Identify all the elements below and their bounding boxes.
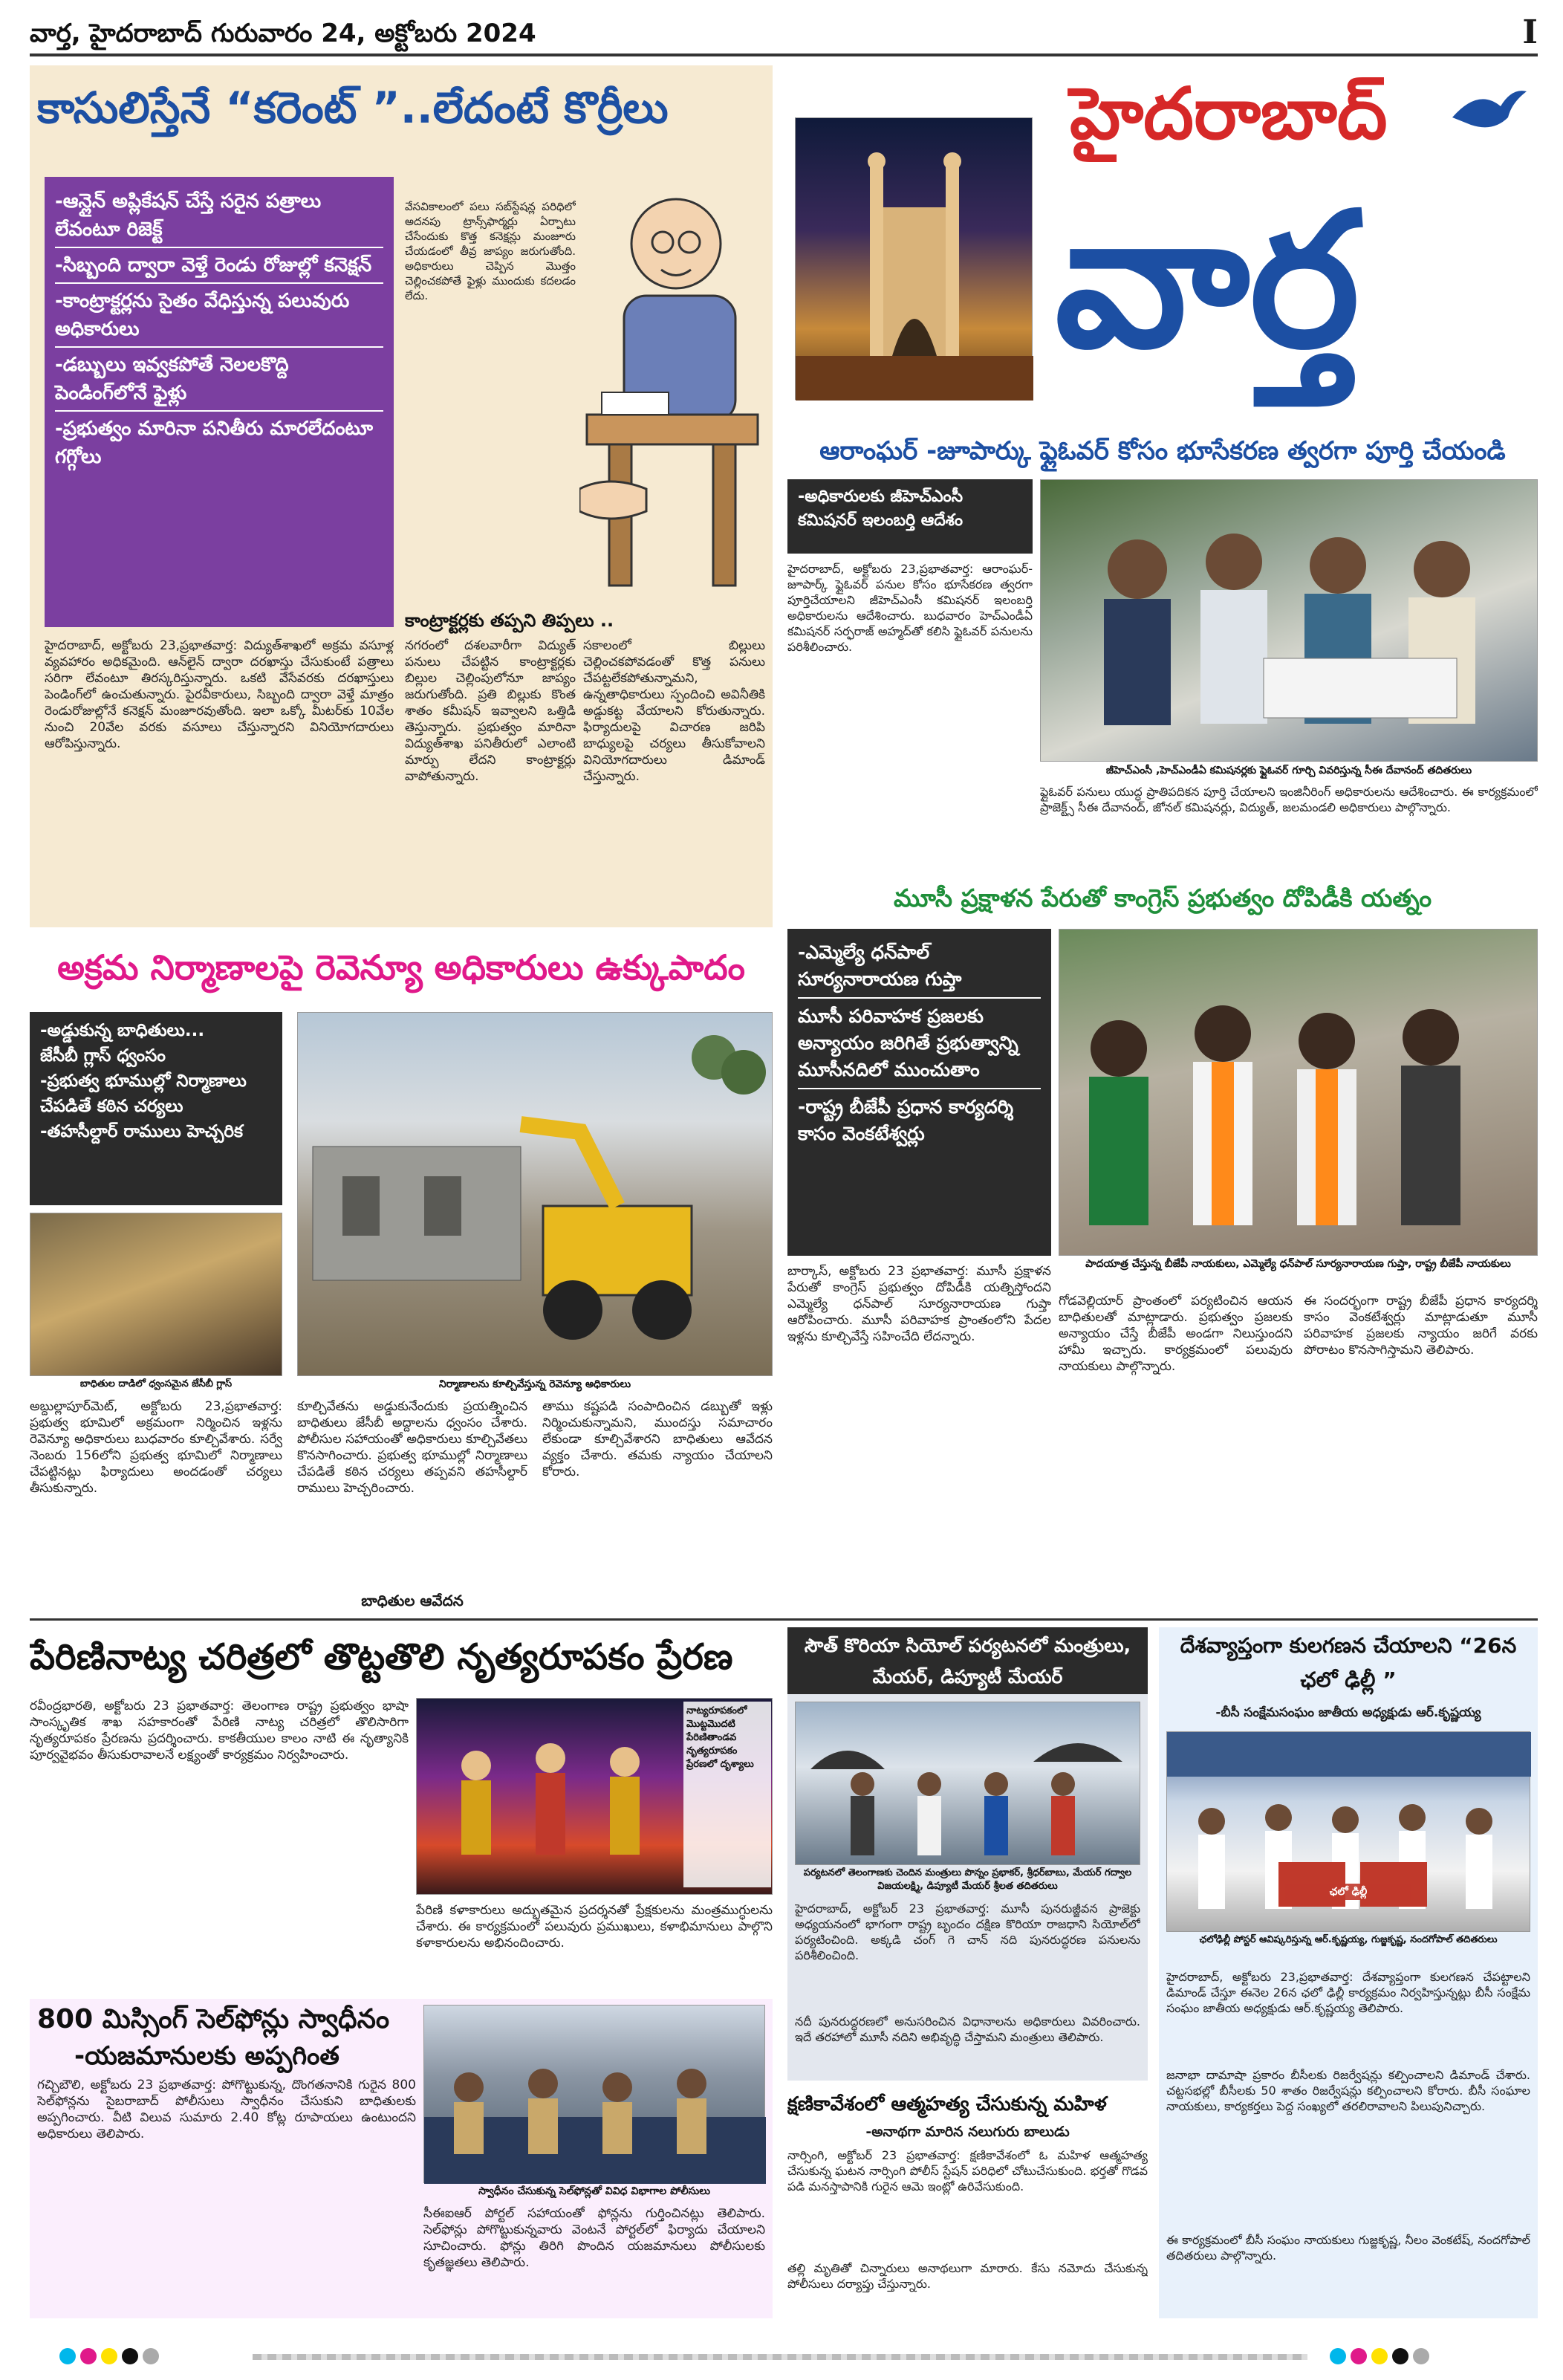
page-number: I <box>1522 13 1538 51</box>
story-power-headline: కాసులిస్తేనే “కరెంట్ ”..లేదంటే కొర్రీలు <box>37 82 669 133</box>
page-dateline: వార్త, హైదరాబాద్ గురువారం 24, అక్టోబరు 2024 <box>30 19 536 48</box>
registration-marks-left <box>59 2348 238 2366</box>
story-power-bribe <box>30 65 773 927</box>
cyan-dot-icon <box>59 2348 76 2364</box>
grey-dot-icon <box>143 2348 159 2364</box>
demolition-box-line: -అడ్డుకున్న బాధితులు... <box>40 1021 205 1040</box>
charminar-photo <box>795 117 1033 400</box>
demolition-box-line: -ప్రభుత్వ భూముల్లో నిర్మాణాలు చేపడితే కఠిన చర్యలు <box>40 1071 247 1116</box>
story-phones-subhead: -యజమానులకు అప్పగింత <box>74 2041 339 2071</box>
story-census-subhead: -బీసీ సంక్షేమసంఘం జాతీయ అధ్యక్షుడు ఆర్.కృష్ణయ్య <box>1215 1705 1481 1720</box>
brand-title: వార్త <box>1055 172 1360 389</box>
story-flyover-box: -అధికారులకు జీహెచ్‌ఎంసీ కమిషనర్ ఇలంబర్తి ఆదేశం <box>787 479 1033 554</box>
mid-rule <box>30 1618 1538 1621</box>
story-power-body-top: వేసవికాలంలో పలు సబ్‌స్టేషన్ల పరిధిలో అదనపు ట్రాన్స్‌ఫార్మర్లు ఏర్పాటు చేసేందుకు కొత్త కనెక్షన్లు మంజూరు చేయడంలో తీవ్ర జాప్యం జరుగుతోంది. అధికారులు చెప్పిన మొత్తం చెల్లించకపోతే ఫైళ్లు ముందుకు కదలడం లేదు. <box>405 200 576 302</box>
story-demolition-body-3: తాము కష్టపడి సంపాదించిన డబ్బుతో ఇళ్లు నిర్మించుకున్నామని, ముందస్తు సమాచారం లేకుండా కూల్చివేశారని బాధితులు ఆవేదన వ్యక్తం చేశారు. తమకు న్యాయం చేయాలని కోరారు. <box>542 1399 773 1479</box>
story-seoul <box>787 1627 1148 2081</box>
story-demolition-box <box>30 1012 282 1205</box>
brand-city: హైదరాబాద్ <box>1070 72 1388 155</box>
story-suicide-body-2: తల్లి మృతితో చిన్నారులు అనాథలుగా మారారు. కేసు నమోదు చేసుకున్న పోలీసులు దర్యాప్తు చేస్తున్నారు. <box>787 2261 1148 2291</box>
perini-photo-caption: నాట్యరూపకంలో మొట్టమొదటి పేరిణితాండవ నృత్యరూపకం ప్రేరణలో దృశ్యాలు <box>683 1702 771 1887</box>
yellow-dot-icon <box>1371 2348 1388 2364</box>
census-poster-title: ఛలో ఢిల్లీ <box>1285 1884 1411 1900</box>
story-seoul-body-2: నదీ పునరుద్ధరణలో అనుసరించిన విధానాలను అధికారులు వివరించారు. ఇదే తరహాలో మూసీ నదిని అభివృద్ధి చేస్తామని మంత్రులు తెలిపారు. <box>795 2014 1140 2044</box>
cartoon-illustration <box>579 177 765 593</box>
musi-box-line: -ఎమ్మెల్యే ధన్‌పాల్ సూర్యనారాయణ గుప్తా <box>798 935 1041 999</box>
story-census-body-2: జనాభా దామాషా ప్రకారం బీసీలకు రిజర్వేషన్లు కల్పించాలని డిమాండ్ చేశారు. చట్టసభల్లో బీసీలకు 50 శాతం రిజర్వేషన్లు కల్పించాలని కోరారు. బీసీ సంఘాల నాయకులు, కార్యకర్తలు పెద్ద సంఖ్యలో తరలిరావాలని పిలుపునిచ్చారు. <box>1166 2068 1530 2113</box>
black-dot-icon <box>122 2348 138 2364</box>
story-power-subhead: కాంట్రాక్టర్లకు తప్పని తిప్పలు .. <box>405 610 614 631</box>
story-suicide-headline: క్షణికావేశంలో ఆత్మహత్య చేసుకున్న మహిళ <box>787 2093 1107 2115</box>
bullet: -ప్రభుత్వం మారినా పనితీరు మారలేదంటూ గగ్గోలు <box>55 418 373 468</box>
story-phones-headline: 800 మిస్సింగ్ సెల్‌ఫోన్లు స్వాధీనం <box>37 2004 390 2034</box>
musi-box-line: మూసీ పరివాహక ప్రజలకు అన్యాయం జరిగితే ప్రభుత్వాన్ని మూసీనదిలో ముంచుతాం <box>798 999 1041 1089</box>
demolition-box-line: జేసీబీ గ్లాస్ ధ్వంసం <box>40 1046 166 1066</box>
story-power-body-1: హైదరాబాద్, అక్టోబరు 23,ప్రభాతవార్త: విద్యుత్‌శాఖలో అక్రమ వసూళ్ల వ్యవహారం అధికమైంది. ఆన్‌లైన్ ద్వారా దరఖాస్తు చేసుకుంటే పత్రాలు సరిగా లేవంటూ తిరస్కరిస్తున్నారు. ఒకటి వేసేవరకు దరఖాస్తులు పెండింగ్‌లో ఉంచుతున్నారు. పైరవీకారులు, సిబ్బంది ద్వారా వెళ్తే మాత్రం రెండురోజుల్లోనే కనెక్షన్ మంజూరవుతోంది. ఇలా ఒక్కో మీటర్‌కు 10వేల నుంచి 20వేల వరకు వసూలు చేస్తున్నారని వినియోగదారులు ఆరోపిస్తున్నారు. <box>45 638 394 751</box>
bullet: -డబ్బులు ఇవ్వకపోతే నెలలకొద్ది పెండింగ్‌లోనే ఫైళ్లు <box>55 348 383 412</box>
census-photo-caption: ఛలోఢిల్లీ పోస్టర్ ఆవిష్కరిస్తున్న ఆర్.కృష్ణయ్య, గుజ్జకృష్ణ, నందగోపాల్ తదితరులు <box>1199 1934 1498 1945</box>
story-demolition-body-1: అబ్దుల్లాపూర్‌మెట్, అక్టోబరు 23,ప్రభాతవార్త: ప్రభుత్వ భూమిలో అక్రమంగా నిర్మించిన ఇళ్లను రెవెన్యూ అధికారులు బుధవారం కూల్చివేశారు. సర్వే నెంబరు 156లోని ప్రభుత్వ భూమిలో నిర్మాణాలు చేపట్టినట్లు ఫిర్యాదులు అందడంతో చర్యలు తీసుకున్నారు. <box>30 1399 282 1496</box>
story-perini-body-2: పేరిణి కళాకారులు అద్భుతమైన ప్రదర్శనతో ప్రేక్షకులను మంత్రముగ్ధులను చేశారు. ఈ కార్యక్రమంలో పలువురు ప్రముఖులు, కళాభిమానులు పాల్గొని కళాకారులను అభినందించారు. <box>416 1903 773 1951</box>
story-census-body-3: ఈ కార్యక్రమంలో బీసీ సంఘం నాయకులు గుజ్జకృష్ణ, నీలం వెంకటేష్, నందగోపాల్ తదితరులు పాల్గొన్నారు. <box>1166 2233 1530 2263</box>
bullet: -కాంట్రాక్టర్లను సైతం వేధిస్తున్న పలువురు అధికారులు <box>55 284 383 348</box>
story-perini-body-1: రవీంద్రభారతి, అక్టోబరు 23 ప్రభాతవార్త: తెలంగాణ రాష్ట్ర ప్రభుత్వం భాషా సాంస్కృతిక శాఖ సహకారంతో పేరిణి నాట్య చరిత్రలో తొలిసారిగా నృత్యరూపకం ప్రేరణను ప్రదర్శించారు. కాకతీయుల కాలం నాటి ఈ నృత్యానికి పూర్వవైభవం తీసుకురావాలనే లక్ష్యంతో కార్యక్రమం నిర్వహించారు. <box>30 1699 409 1763</box>
story-census <box>1159 1627 1538 2318</box>
musi-photo-caption: పాదయాత్ర చేస్తున్న బీజేపీ నాయకులు, ఎమ్మెల్యే ధన్‌పాల్ సూర్యనారాయణ గుప్తా, రాష్ట్ర బీజేపీ నాయకులు <box>1085 1258 1511 1270</box>
musi-box-line: -రాష్ట్ర బీజేపీ ప్రధాన కార్యదర్శి కాసం వెంకటేశ్వర్లు <box>798 1096 1014 1144</box>
flyover-photo-caption: జీహెచ్ఎంసీ ,హెచ్ఎండీఏ కమిషనర్లకు ఫ్లైఓవర్ గూర్చి వివరిస్తున్న సీఈ దేవానంద్ తదితరులు <box>1105 765 1472 776</box>
magenta-dot-icon <box>80 2348 97 2364</box>
story-flyover-body-1: హైదరాబాద్, అక్టోబరు 23,ప్రభాతవార్త: ఆరాంఘర్-జూపార్క్ ఫ్లైఓవర్ పనుల కోసం భూసేకరణ త్వరగా పూర్తిచేయాలని జీహెచ్‌ఎంసీ కమిషనర్ ఇలంబర్తి అధికారులను ఆదేశించారు. బుధవారం హెచ్‌ఎండీఏ కమిషనర్ సర్ఫరాజ్ అహ్మద్‌తో కలిసి ఫ్లైఓవర్ పనులను పరిశీలించారు. <box>787 562 1033 654</box>
story-flyover-headline: ఆరాంఘర్ -జూపార్కు ఫ్లైఓవర్ కోసం భూసేకరణ త్వరగా పూర్తి చేయండి <box>819 436 1506 466</box>
story-power-body-2: నగరంలో దశలవారీగా విద్యుత్ పనులు చేపట్టిన కాంట్రాక్టర్లకు బిల్లుల చెల్లింపులోనూ జాప్యం జరుగుతోంది. ప్రతి బిల్లుకు కొంత శాతం కమీషన్ ఇవ్వాలని ఒత్తిడి తెస్తున్నారు. ప్రభుత్వం మారినా విద్యుత్‌శాఖ పనితీరులో ఎలాంటి మార్పు లేదని కాంట్రాక్టర్లు వాపోతున్నారు. <box>405 638 576 784</box>
story-demolition-headline: అక్రమ నిర్మాణాలపై రెవెన్యూ అధికారులు ఉక్కుపాదం <box>57 947 745 988</box>
story-phones <box>30 1999 773 2318</box>
story-phones-body-2: సీఈఐఆర్ పోర్టల్ సహాయంతో ఫోన్లను గుర్తించినట్లు తెలిపారు. సెల్‌ఫోన్లు పోగొట్టుకున్నవారు వెంటనే పోర్టల్‌లో ఫిర్యాదు చేయాలని సూచించారు. ఫోన్లు తిరిగి పొందిన యజమానులు పోలీసులకు కృతజ్ఞతలు తెలిపారు. <box>423 2206 765 2270</box>
story-musi-body-1: బార్కాస్, అక్టోబరు 23 ప్రభాతవార్త: మూసీ ప్రక్షాళన పేరుతో కాంగ్రెస్ ప్రభుత్వం దోపిడీకి యత్నిస్తోందని ఎమ్మెల్యే ధన్‌పాల్ సూర్యనారాయణ గుప్తా ఆరోపించారు. మూసీ పరివాహక ప్రాంతంలోని పేదల ఇళ్లను కూల్చివేస్తే సహించేది లేదన్నారు. <box>787 1264 1051 1344</box>
bullet: -ఆన్లైన్ అప్లికేషన్ చేస్తే సరైన పత్రాలు లేవంటూ రిజెక్ట్ <box>55 184 383 248</box>
story-musi-box <box>787 929 1051 1256</box>
story-suicide <box>787 2088 1148 2318</box>
story-musi-body-3: ఈ సందర్భంగా రాష్ట్ర బీజేపీ ప్రధాన కార్యదర్శి కాసం వెంకటేశ్వర్లు మాట్లాడుతూ మూసీ పరివాహక ప్రజలకు న్యాయం జరిగే వరకు పోరాటం కొనసాగిస్తామని తెలిపారు. <box>1304 1294 1538 1358</box>
story-flyover-body-2: ఫ్లైఓవర్ పనులు యుద్ధ ప్రాతిపదికన పూర్తి చేయాలని ఇంజినీరింగ్ అధికారులను ఆదేశించారు. ఈ కార్యక్రమంలో ప్రాజెక్ట్స్ సీఈ దేవానంద్, జోనల్ కమిషనర్లు, విద్యుత్, జలమండలి అధికారులు పాల్గొన్నారు. <box>1040 785 1538 814</box>
jcb-glass-photo <box>30 1213 282 1376</box>
story-power-body-3: సకాలంలో బిల్లులు చెల్లించకపోవడంతో కొత్త పనులు చేపట్టలేకపోతున్నామని, ఉన్నతాధికారులు స్పందించి అవినీతికి అడ్డుకట్ట వేయాలని కోరుతున్నారు. ఫిర్యాదులపై విచారణ జరిపి బాధ్యులపై చర్యలు తీసుకోవాలని వినియోగదారులు డిమాండ్ చేస్తున్నారు. <box>583 638 765 784</box>
phones-photo-caption: స్వాధీనం చేసుకున్న సెల్‌ఫోన్లతో వివిధ విభాగాల పోలీసులు <box>478 2185 711 2197</box>
registration-bar <box>253 2354 1307 2360</box>
bird-logo-icon <box>1449 80 1530 147</box>
flyover-photo <box>1040 479 1538 762</box>
seoul-photo-caption: పర్యటనలో తెలంగాణకు చెందిన మంత్రులు పొన్నం ప్రభాకర్, శ్రీధర్‌బాబు, మేయర్ గద్వాల విజయలక్ష్మి, డిప్యూటీ మేయర్ శ్రీలత తదితరులు <box>803 1867 1132 1892</box>
story-musi-headline: మూసీ ప్రక్షాళన పేరుతో కాంగ్రెస్ ప్రభుత్వం దోపిడీకి యత్నం <box>893 883 1432 912</box>
bullet: -సిబ్బంది ద్వారా వెళ్తే రెండు రోజుల్లో కనెక్షన్ <box>55 248 383 284</box>
demolition-caption: నిర్మాణాలను కూల్చివేస్తున్న రెవెన్యూ అధికారులు <box>438 1378 631 1390</box>
story-phones-body-1: గచ్చిబౌలి, అక్టోబరు 23 ప్రభాతవార్త: పోగొట్టుకున్న, దొంగతనానికి గురైన 800 సెల్‌ఫోన్లను సైబరాబాద్ పోలీసులు స్వాధీనం చేసుకుని బాధితులకు అప్పగించారు. వీటి విలువ సుమారు 2.40 కోట్ల రూపాయలు ఉంటుందని అధికారులు తెలిపారు. <box>37 2078 416 2141</box>
story-seoul-headline: సౌత్ కొరియా సియోల్ పర్యటనలో మంత్రులు, మేయర్, డిప్యూటీ మేయర్ <box>787 1627 1148 1694</box>
grey-dot-icon <box>1413 2348 1429 2364</box>
masthead-rule <box>30 53 1538 56</box>
phones-photo <box>423 2005 765 2183</box>
seoul-photo <box>795 1702 1140 1865</box>
story-perini-headline: పేరిణినాట్య చరిత్రలో తొట్టతొలి నృత్యరూపకం ప్రేరణ <box>30 1636 733 1678</box>
story-census-headline: దేశవ్యాప్తంగా కులగణన చేయాలని “26న ఛలో ఢిల్లీ ” <box>1180 1633 1517 1692</box>
story-demolition <box>30 938 773 1609</box>
yellow-dot-icon <box>101 2348 117 2364</box>
demolition-box-line: -తహసీల్దార్ రాములు హెచ్చరిక <box>40 1122 243 1141</box>
story-suicide-subhead: -అనాథగా మారిన నలుగురు బాలుడు <box>865 2124 1070 2140</box>
demolition-photo <box>297 1012 773 1376</box>
magenta-dot-icon <box>1351 2348 1367 2364</box>
story-demolition-body-2: కూల్చివేతను అడ్డుకునేందుకు ప్రయత్నించిన బాధితులు జేసీబీ అద్దాలను ధ్వంసం చేశారు. పోలీసుల సహాయంతో అధికారులు కూల్చివేతలు కొనసాగించారు. ప్రభుత్వ భూముల్లో నిర్మాణాలు చేపడితే కఠిన చర్యలు తప్పవని తహసీల్దార్ రాములు హెచ్చరించారు. <box>297 1399 527 1496</box>
story-seoul-body-1: హైదరాబాద్, అక్టోబర్ 23 ప్రభాతవార్త: మూసీ పునరుజ్జీవన ప్రాజెక్టు అధ్యయనంలో భాగంగా రాష్ట్ర బృందం దక్షిణ కొరియా రాజధాని సియోల్‌లో పర్యటించింది. అక్కడి చంగ్ గె చాన్ నది పునరుద్ధరణ పనులను పరిశీలించింది. <box>795 1901 1140 1962</box>
black-dot-icon <box>1392 2348 1408 2364</box>
brand-block <box>787 65 1538 422</box>
story-power-bullets <box>45 177 394 627</box>
story-demolition-subhead: బాధితుల ఆవేదన <box>361 1592 464 1609</box>
registration-marks-right <box>1330 2348 1508 2366</box>
cyan-dot-icon <box>1330 2348 1346 2364</box>
story-musi-body-2: గోడవెల్లియార్ ప్రాంతంలో పర్యటించిన ఆయన బాధితులతో మాట్లాడారు. ప్రభుత్వం ప్రజలకు అన్యాయం చేస్తే బీజేపీ అండగా నిలుస్తుందని హామీ ఇచ్చారు. కార్యక్రమంలో పలువురు నాయకులు పాల్గొన్నారు. <box>1059 1294 1293 1374</box>
jcb-glass-caption: బాధితుల దాడిలో ధ్వంసమైన జేసీబీ గ్లాస్ <box>79 1378 233 1390</box>
musi-photo <box>1059 929 1538 1256</box>
census-photo <box>1166 1731 1530 1932</box>
story-suicide-body-1: నార్సింగి, అక్టోబర్ 23 ప్రభాతవార్త: క్షణికావేశంలో ఓ మహిళ ఆత్మహత్య చేసుకున్న ఘటన నార్సింగి పోలీస్ స్టేషన్ పరిధిలో చోటుచేసుకుంది. భర్తతో గొడవ పడి మనస్తాపానికి గురైన ఆమె ఇంట్లో ఉరివేసుకుంది. <box>787 2148 1148 2193</box>
story-census-body-1: హైదరాబాద్, అక్టోబరు 23,ప్రభాతవార్త: దేశవ్యాప్తంగా కులగణన చేపట్టాలని డిమాండ్ చేస్తూ ఈనెల 26న ఛలో ఢిల్లీ కార్యక్రమం నిర్వహిస్తున్నట్లు బీసీ సంక్షేమ సంఘం జాతీయ అధ్యక్షుడు ఆర్.కృష్ణయ్య తెలిపారు. <box>1166 1970 1530 2015</box>
